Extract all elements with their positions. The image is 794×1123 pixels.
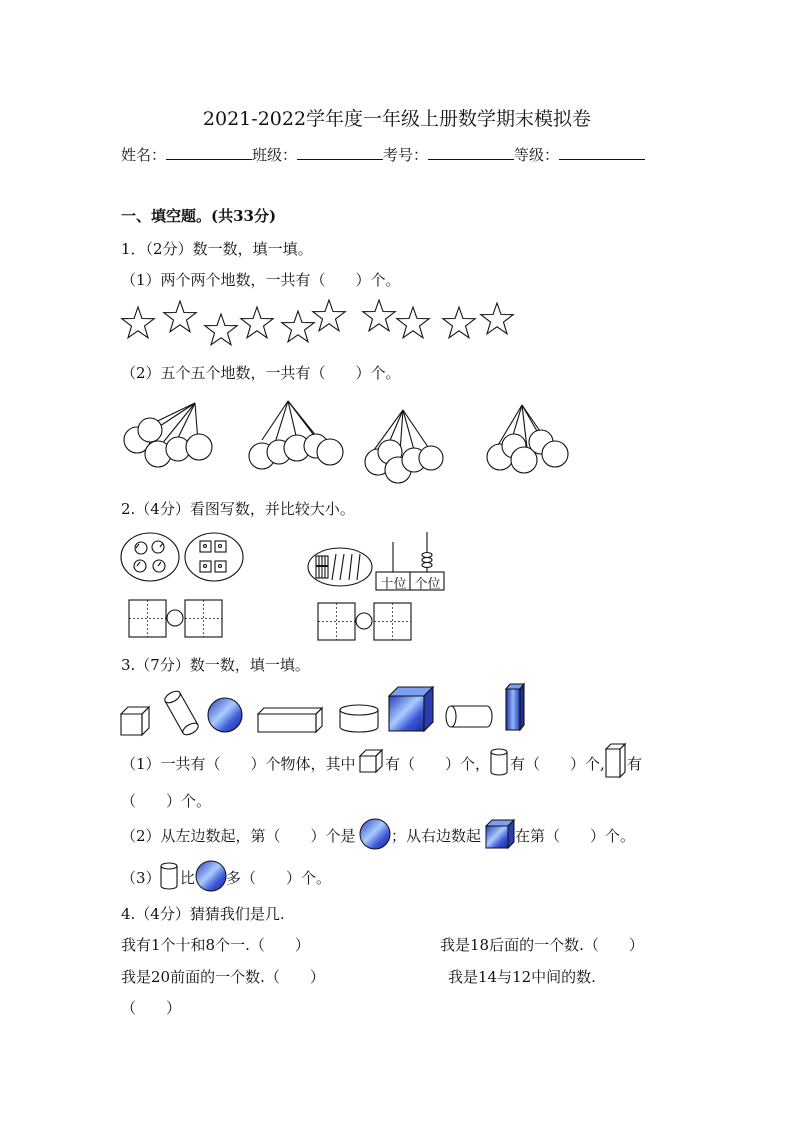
q3-p2-a: （2）从左边数起，第（ ）个是 (121, 827, 356, 845)
q3-p3-c: 多（ ）个。 (226, 869, 332, 887)
id-label: 考号： (383, 146, 429, 164)
name-label: 姓名： (121, 146, 167, 164)
grade-label: 等级： (514, 146, 560, 164)
q3-p1-d: 有 (627, 755, 643, 773)
small-cylinder-icon (488, 746, 510, 778)
small-sphere-icon-2 (194, 859, 228, 893)
q3-p3-b: 比 (180, 869, 196, 887)
cylinder-tilted-icon (163, 689, 200, 737)
q3-p3-a: （3） (121, 869, 161, 887)
q4-s2: 我是18后面的一个数.（ ） (440, 936, 644, 954)
cylinder-lying-icon (446, 706, 492, 727)
q3-p1-e: （ ）个。 (121, 792, 212, 810)
q3-p1-a: （1）一共有（ ）个物体，其中 (121, 755, 356, 773)
class-label: 班级： (252, 146, 298, 164)
q4-s4: 我是14与12中间的数. (448, 968, 596, 986)
q4-s4-blank: （ ） (121, 999, 182, 1017)
q1-part2: （2）五个五个地数，一共有（ ）个。 (121, 364, 401, 382)
tens-label: 十位 (380, 577, 407, 592)
q4-s3: 我是20前面的一个数.（ ） (121, 968, 325, 986)
q2-title: 2.（4分）看图写数，并比较大小。 (121, 500, 355, 518)
cylinder-short-icon (340, 705, 378, 732)
q3-p2-b: ；从右边数起 (391, 827, 482, 845)
q1-part1: （1）两个两个地数，一共有（ ）个。 (121, 271, 401, 289)
q3-p2-c: 在第（ ）个。 (515, 827, 636, 845)
small-cuboid-icon (604, 742, 628, 780)
cube-icon (121, 707, 149, 735)
page-title: 2021-2022学年度一年级上册数学期末模拟卷 (202, 108, 592, 130)
sphere-icon (208, 698, 242, 732)
small-sphere-icon (358, 817, 392, 851)
cuboid-tall-blue-icon (506, 684, 524, 730)
section-heading: 一、填空题。(共33分) (121, 207, 277, 225)
ones-label: 个位 (414, 577, 441, 592)
q3-title: 3.（7分）数一数，填一填。 (121, 656, 310, 674)
q3-p1-c: 有（ ）个, (510, 755, 605, 773)
small-cylinder-icon-2 (158, 860, 180, 892)
q3-p1-b: 有（ ）个， (385, 755, 491, 773)
small-cube-icon (358, 748, 386, 776)
q4-s1: 我有1个十和8个一.（ ） (121, 936, 310, 954)
q1-title: 1．（2分）数一数，填一填。 (121, 240, 313, 258)
small-blue-cube-icon (484, 818, 516, 850)
cube-blue-icon (389, 687, 433, 731)
q4-title: 4.（4分）猜猜我们是几. (121, 905, 285, 923)
cuboid-long-icon (258, 708, 322, 732)
